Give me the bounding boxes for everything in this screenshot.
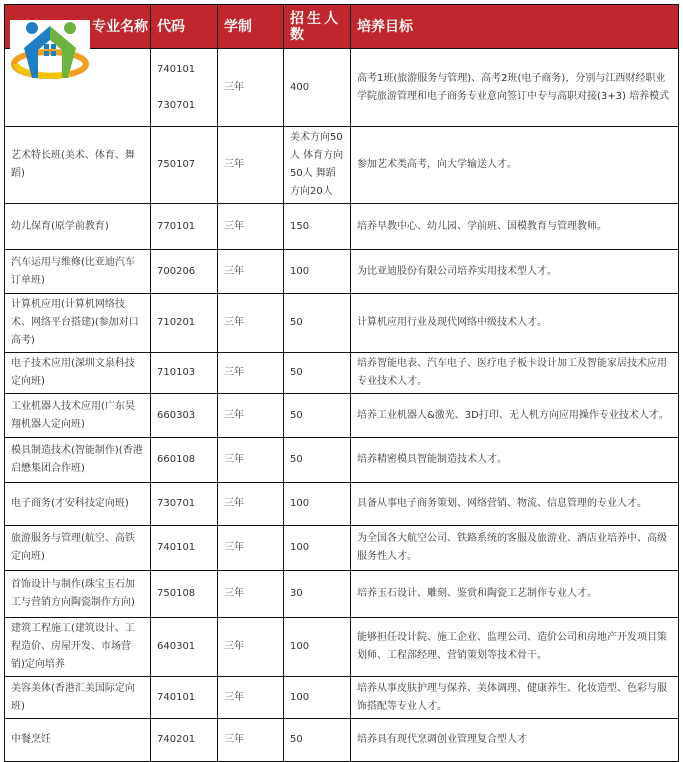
major-cell: 美容美体(香港汇美国际定向班) — [5, 677, 151, 719]
enrollment-table — [4, 4, 679, 762]
table-row — [5, 438, 679, 483]
major-cell: 工业机器人技术应用(广东昊翔机器人定向班) — [5, 394, 151, 438]
major-cell: 汽车运用与维修(比亚迪汽车订单班) — [5, 250, 151, 294]
count-cell: 100 — [284, 250, 351, 294]
count-cell: 100 — [284, 526, 351, 571]
years-cell: 三年 — [218, 49, 284, 127]
code-cell: 740101 730701 — [151, 49, 218, 127]
count-cell: 400 — [284, 49, 351, 127]
major-cell: 首饰设计与制作(珠宝玉石加工与营销方向陶瓷制作方向) — [5, 571, 151, 618]
goal-cell: 培养玉石设计、雕刻、鉴赏和陶瓷工艺制作专业人才。 — [351, 571, 679, 618]
code-cell: 770101 — [151, 204, 218, 250]
table-row — [5, 353, 679, 394]
code-cell: 740101 — [151, 677, 218, 719]
major-cell: 旅游服务与管理(航空、高铁定向班) — [5, 526, 151, 571]
count-cell: 50 — [284, 353, 351, 394]
code-cell: 660108 — [151, 438, 218, 483]
years-cell: 三年 — [218, 618, 284, 677]
header-count: 招生人数 — [284, 5, 351, 49]
major-cell: 建筑工程施工(建筑设计、工程造价、房屋开发、市场营销)定向培养 — [5, 618, 151, 677]
major-cell: 电子商务(才安科技定向班) — [5, 483, 151, 526]
goal-cell: 培养具有现代烹调创业管理复合型人才 — [351, 719, 679, 762]
table-row — [5, 49, 679, 127]
goal-cell: 培养工业机器人&激光、3D打印、无人机方向应用操作专业技术人才。 — [351, 394, 679, 438]
count-cell: 100 — [284, 483, 351, 526]
count-cell: 100 — [284, 618, 351, 677]
count-cell: 50 — [284, 438, 351, 483]
major-cell: 电子技术应用(深圳文泉科技定向班) — [5, 353, 151, 394]
code-cell: 730701 — [151, 483, 218, 526]
major-cell: 中餐烹饪 — [5, 719, 151, 762]
count-cell: 150 — [284, 204, 351, 250]
table-header — [5, 5, 679, 49]
count-cell: 50 — [284, 294, 351, 353]
years-cell: 三年 — [218, 250, 284, 294]
code-cell: 750107 — [151, 127, 218, 204]
years-cell: 三年 — [218, 353, 284, 394]
table-row — [5, 127, 679, 204]
years-cell: 三年 — [218, 483, 284, 526]
code-cell: 700206 — [151, 250, 218, 294]
major-cell: 艺术特长班(美术、体育、舞蹈) — [5, 127, 151, 204]
years-cell: 三年 — [218, 127, 284, 204]
table-row — [5, 571, 679, 618]
goal-cell: 高考1班(旅游服务与管理)、高考2班(电子商务)，分别与江西财经职业学院旅游管理和电子商务专业意向签订中专与高职对接(3+3) 培养模式 — [351, 49, 679, 127]
code-cell: 740101 — [151, 526, 218, 571]
table-row — [5, 394, 679, 438]
goal-cell: 培养从事皮肤护理与保养、美体调理、健康养生、化妆造型、色彩与服饰搭配等专业人才。 — [351, 677, 679, 719]
major-cell: 模具制造技术(智能制作)(香港启懋集团合作班) — [5, 438, 151, 483]
years-cell: 三年 — [218, 677, 284, 719]
years-cell: 三年 — [218, 294, 284, 353]
goal-cell: 参加艺术类高考，向大学输送人才。 — [351, 127, 679, 204]
goal-cell: 具备从事电子商务策划、网络营销、物流、信息管理的专业人才。 — [351, 483, 679, 526]
table-row — [5, 204, 679, 250]
years-cell: 三年 — [218, 526, 284, 571]
years-cell: 三年 — [218, 719, 284, 762]
count-cell: 美术方向50人 体育方向50人 舞蹈方向20人 — [284, 127, 351, 204]
code-cell: 750108 — [151, 571, 218, 618]
header-major: 专业名称 — [5, 5, 151, 49]
count-cell: 50 — [284, 394, 351, 438]
years-cell: 三年 — [218, 571, 284, 618]
count-cell: 30 — [284, 571, 351, 618]
goal-cell: 培养精密模具智能制造技术人才。 — [351, 438, 679, 483]
count-cell: 50 — [284, 719, 351, 762]
code-cell: 640301 — [151, 618, 218, 677]
code-cell: 710201 — [151, 294, 218, 353]
header-years: 学制 — [218, 5, 284, 49]
table-row — [5, 294, 679, 353]
goal-cell: 能够担任设计院、施工企业、监理公司、造价公司和房地产开发项目策划师、工程部经理、营销策划等技术骨干。 — [351, 618, 679, 677]
table-row — [5, 719, 679, 762]
school-logo — [10, 20, 90, 82]
major-cell: 计算机应用(计算机网络技术、网络平台搭建)(参加对口高考) — [5, 294, 151, 353]
code-cell: 660303 — [151, 394, 218, 438]
count-cell: 100 — [284, 677, 351, 719]
goal-cell: 为比亚迪股份有限公司培养实用技术型人才。 — [351, 250, 679, 294]
header-goal: 培养目标 — [351, 5, 679, 49]
goal-cell: 计算机应用行业及现代网络中级技术人才。 — [351, 294, 679, 353]
years-cell: 三年 — [218, 394, 284, 438]
code-cell: 740201 — [151, 719, 218, 762]
goal-cell: 培养智能电表、汽车电子、医疗电子板卡设计加工及智能家居技术应用专业技术人才。 — [351, 353, 679, 394]
table-row — [5, 250, 679, 294]
table-row — [5, 526, 679, 571]
table-row — [5, 677, 679, 719]
goal-cell: 培养早教中心、幼儿园、学前班、国模教育与管理教师。 — [351, 204, 679, 250]
table-row — [5, 618, 679, 677]
header-code: 代码 — [151, 5, 218, 49]
major-cell: 幼儿保育(原学前教育) — [5, 204, 151, 250]
years-cell: 三年 — [218, 204, 284, 250]
table-row — [5, 483, 679, 526]
code-cell: 710103 — [151, 353, 218, 394]
goal-cell: 为全国各大航空公司、铁路系统的客服及旅游业、酒店业培养中、高级服务性人才。 — [351, 526, 679, 571]
years-cell: 三年 — [218, 438, 284, 483]
